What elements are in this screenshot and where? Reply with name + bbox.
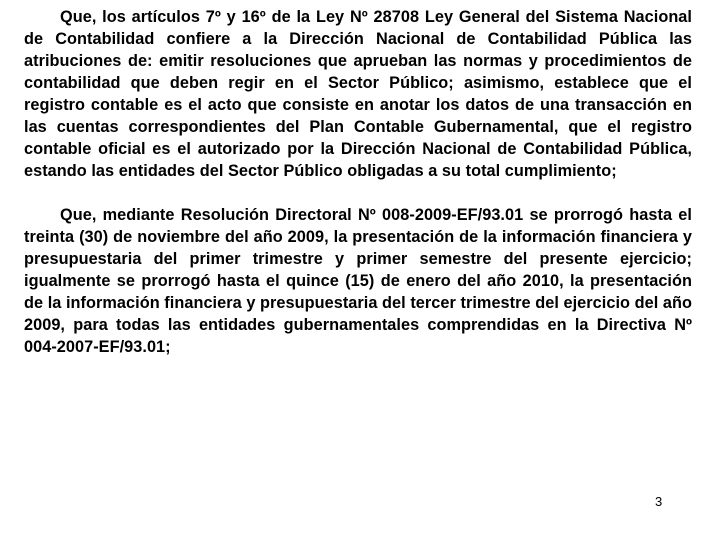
paragraph-legal-basis: Que, los artículos 7º y 16º de la Ley Nº 28708 Ley General del Sistema Nacional de Contabilidad confiere a la Dirección Nacional de Contabilidad Pública las atribuciones de: emitir resoluciones que aprueban las normas y procedimientos de contabilidad que deben regir en el Sector Público; asimismo, establece que el registro contable es el acto que consiste en anotar los datos de una transacción en las cuentas correspondientes del Plan Contable Gubernamental, que el registro contable oficial es el autorizado por la Dirección Nacional de Contabilidad Pública, estando las entidades del Sector Público obligadas a su total cumplimiento; (24, 8, 692, 180)
page-number: 3 (655, 494, 663, 509)
paragraph-extension-resolution: Que, mediante Resolución Directoral Nº 008-2009-EF/93.01 se prorrogó hasta el treinta (30) de noviembre del año 2009, la presentación de la información financiera y presupuestaria del primer trimestre y primer semestre del presente ejercicio; igualmente se prorrogó hasta el quince (15) de enero del año 2010, la presentación de la información financiera y presupuestaria del tercer trimestre del ejercicio del año 2009, para todas las entidades gubernamentales comprendidas en la Directiva Nº 004-2007-EF/93.01; (24, 206, 692, 356)
document-body (24, 6, 692, 358)
